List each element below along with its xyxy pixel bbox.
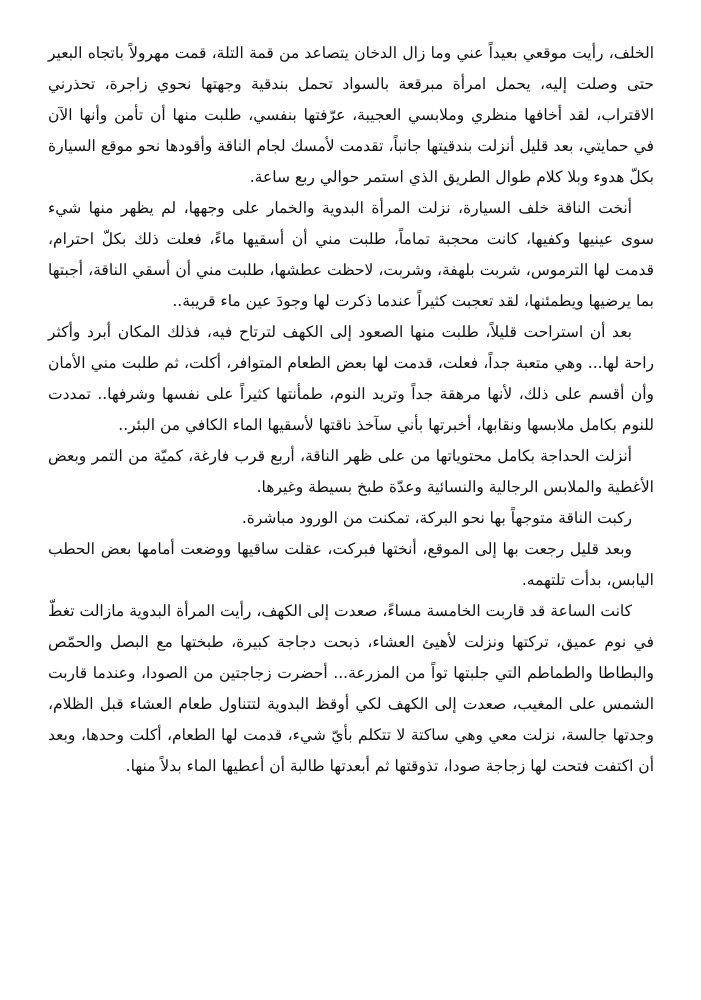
paragraph-2: أنخت الناقة خلف السيارة، نزلت المرأة البدوية والخمار على وجهها، لم يظهر منها شيء سوى عينيها وكفيها، كانت محجبة تماماً، طلبت مني أن أسقيها ماءً، فعلت ذلك بكلّ احترام، قدمت لها الترموس، شربت بلهفة، وشربت، لاحظت عطشها، طلبت مني أن أسقي الناقة، أجبتها بما يرضيها ويطمئنها، لقد تعجبت كثيراً عندما ذكرت لها وجودَ عين ماء قريبة.. [48,199,654,310]
paragraph-7: كانت الساعة قد قاربت الخامسة مساءً، صعدت إلى الكهف، رأيت المرأة البدوية مازالت تغطّ في نوم عميق، تركتها ونزلت لأهيئ العشاء، ذبحت دجاجة كبيرة، طبختها مع البصل والحمّص والبطاطا والطماطم التي جلبتها تواً من المزرعة... أحضرت زجاجتين من الصودا، وعندما قاربت الشمس على المغيب، صعدت إلى الكهف لكي أوقظ البدوية لتتناول طعام العشاء قبل الظلام، وجدتها جالسة، نزلت معي وهي ساكتة لا تتكلم بأيّ شيء، قدمت لها الطعام، أكلت وحدها، وبعد أن اكتفت فتحت لها زجاجة صودا، تذوقتها ثم أبعدتها طالبة أن أعطيها الماء بدلاً منها. [48,602,654,775]
paragraph-6: وبعد قليل رجعت بها إلى الموقع، أنختها فبركت، عقلت ساقيها ووضعت أمامها بعض الحطب اليابس، بدأت تلتهمه. [48,540,654,589]
paragraph-1: الخلف، رأيت موقعي بعيداً عني وما زال الدخان يتصاعد من قمة التلة، قمت مهرولاً باتجاه البعير حتى وصلت إليه، يحمل امرأة مبرقعة بالسواد تحمل بندقية وجهتها نحوي زاجرة، تحذرني الاقتراب، لقد أخافها منظري وملابسي العجيبة، عرّفتها بنفسي، طلبت منها أن تأمن وأنها الآن في حمايتي، بعد قليل أنزلت بندقيتها جانباً، تقدمت لأمسك لجام الناقة وأقودها نحو موقع السيارة بكلّ هدوء وبلا كلام طوال الطريق الذي استمر حوالي ربع ساعة. [48,44,654,186]
paragraph-3: بعد أن استراحت قليلاً، طلبت منها الصعود إلى الكهف لترتاح فيه، فذلك المكان أبرد وأكثر راحة لها... وهي متعبة جداً، فعلت، قدمت لها بعض الطعام المتوافر، أكلت، ثم طلبت مني الأمان وأن أقسم على ذلك، لأنها مرهقة جداً وتريد النوم، طمأنتها كثيراً على نفسها وشرفها.. تمددت للنوم بكامل ملابسها ونقابها، أخبرتها بأني سآخذ ناقتها لأسقيها الماء الكافي من البئر.. [48,323,654,434]
paragraph-5: ركبت الناقة متوجهاً بها نحو البركة، تمكنت من الورود مباشرة. [241,509,632,527]
paragraph-4: أنزلت الحداجة بكامل محتوياتها من على ظهر الناقة، أربع قرب فارغة، كميّة من التمر وبعض الأغطية والملابس الرجالية والنسائية وعدّة طبخ بسيطة وغيرها. [48,447,654,496]
document-body [48,38,654,782]
